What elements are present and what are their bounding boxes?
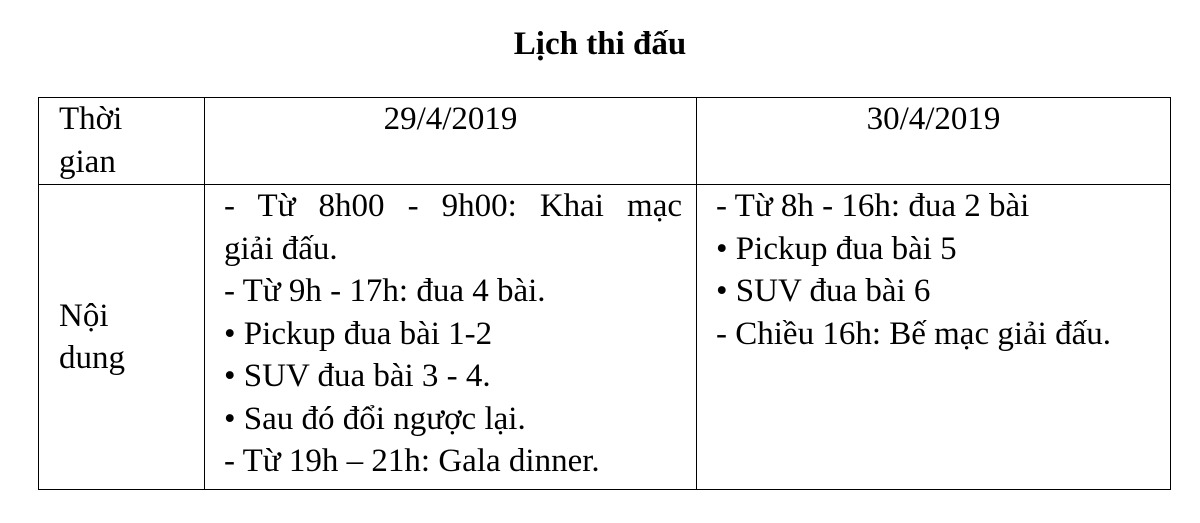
table-content-row [39,185,1171,490]
day1-bullet-line: • Pickup đua bài 1-2 [224,315,493,352]
day1-bullet-line: • Sau đó đổi ngược lại. [224,400,526,437]
content-label-line2: dung [59,340,125,376]
content-label-line1: Nội [59,297,109,334]
content-label-cell [39,185,205,490]
schedule-table [38,97,1171,490]
page-title: Lịch thi đấu [513,26,687,62]
date-1: 29/4/2019 [383,101,518,137]
day2-line: - Chiều 16h: Bế mạc giải đấu. [716,315,1111,352]
date-header-2 [697,98,1171,185]
day1-line: - Từ 19h – 21h: Gala dinner. [224,443,600,479]
date-2: 30/4/2019 [866,101,1001,137]
time-label-line2: gian [59,143,116,180]
day1-content-cell [205,185,697,490]
day2-bullet-line: • Pickup đua bài 5 [716,230,957,267]
day2-bullet-line: • SUV đua bài 6 [716,273,931,309]
time-label-line1: Thời [59,101,123,137]
day1-line: - Từ 8h00 - 9h00: Khai mạc [224,188,682,224]
table-header-row [39,98,1171,185]
day2-line: - Từ 8h - 16h: đua 2 bài [716,188,1030,224]
date-header-1 [205,98,697,185]
day1-line: - Từ 9h - 17h: đua 4 bài. [224,273,546,309]
time-label-cell [39,98,205,185]
day2-content-cell [697,185,1171,490]
day1-bullet-line: • SUV đua bài 3 - 4. [224,358,491,394]
day1-line: giải đấu. [224,230,338,267]
